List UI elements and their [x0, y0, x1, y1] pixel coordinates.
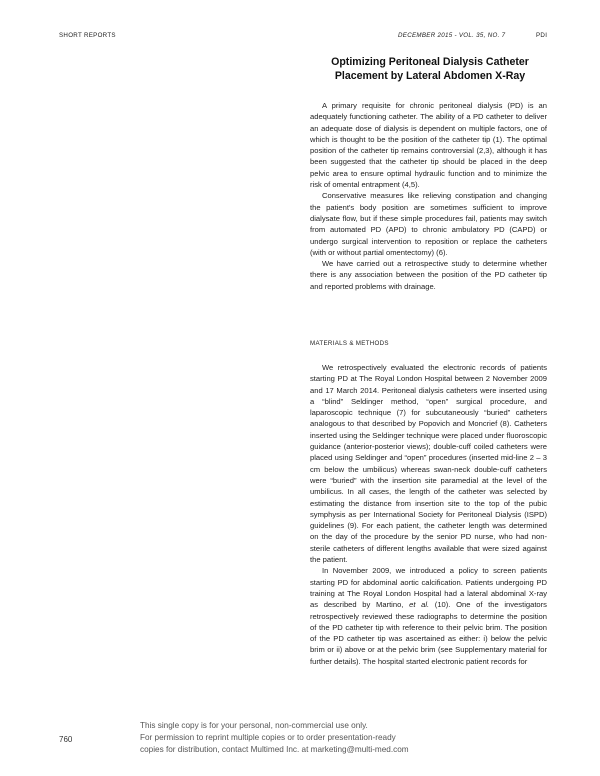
methods-body	[310, 362, 547, 667]
methods-text: (10). One of the investigators retrospectively reviewed these radiographs to determine the position of the PD catheter tip with reference to their pelvic brim. The position of the PD catheter tip was ascertained as either: i) below the pelvic brim or ii) above or at the pelvic brim (see Supplementary material for further details). The hospital started electronic patient records for	[310, 600, 547, 666]
running-header-journal: PDI	[536, 32, 548, 39]
intro-paragraph: Conservative measures like relieving constipation and changing the patient's body position are sometimes sufficient to improve dialysate flow, but if these simple procedures fail, patients may switch from automated PD (APD) to chronic ambulatory PD (CAPD) or undergo surgical intervention to reposition or replace the catheters (with or without partial omentectomy) (6).	[310, 191, 547, 257]
copyright-line: For permission to reprint multiple copies or to order presentation-ready	[140, 733, 396, 742]
et-al-citation: et al.	[409, 600, 430, 610]
running-header-issue: DECEMBER 2015 - VOL. 35, NO. 7	[398, 32, 506, 39]
methods-paragraph	[310, 565, 547, 667]
methods-text: In November 2009, we introduced a policy to screen patients starting PD for abdominal aortic calcification. Patients undergoing PD training at The Royal London Hospital had a lateral abdominal X-ray as described by Martino,	[310, 566, 547, 610]
intro-paragraph: We have carried out a retrospective study to determine whether there is any association between the position of the PD catheter tip and reported problems with drainage.	[310, 259, 547, 291]
copyright-line: copies for distribution, contact Multimed Inc. at marketing@multi-med.com	[140, 745, 409, 754]
methods-heading: MATERIALS & METHODS	[310, 340, 389, 347]
article-title: Optimizing Peritoneal Dialysis Catheter Placement by Lateral Abdomen X-Ray	[331, 56, 529, 82]
running-header-section: SHORT REPORTS	[59, 32, 116, 39]
copyright-notice	[140, 720, 500, 756]
copyright-line: This single copy is for your personal, non-commercial use only.	[140, 721, 368, 730]
introduction-body	[310, 100, 547, 292]
page-number: 760	[59, 735, 73, 744]
methods-paragraph: We retrospectively evaluated the electronic records of patients starting PD at The Royal London Hospital between 2 November 2009 and 17 March 2014. Peritoneal dialysis catheters were inserted using a “blind” Seldinger method, “open” surgical procedure, and laparoscopic technique (7) for subcutaneously “buried” catheters analogous to that described by Popovich and Moncrief (8). Catheters inserted using the Seldinger technique were placed under fluoroscopic guidance (anterior-posterior views); double-cuff coiled catheters were placed using Seldinger and “open” procedures (inserted mid-line 2 – 3 cm below the umbilicus) whereas swan-neck double-cuff catheters were “buried” with the insertion site paramedial at the level of the umbilicus. In all cases, the length of the catheter was selected by estimating the distance from insertion site to the top of the pubic symphysis as per International Society for Peritoneal Dialysis (ISPD) guidelines (9). For each patient, the catheter length was determined on the day of the procedure by the senior PD nurse, who had non-sterile catheters of different lengths available that were sized against the patient.	[310, 363, 547, 565]
intro-paragraph: A primary requisite for chronic peritoneal dialysis (PD) is an adequately functioning catheter. The ability of a PD catheter to deliver an adequate dose of dialysis is dependent on multiple factors, one of which is thought to be the position of the catheter tip (1). The optimal position of the catheter tip remains controversial (2,3), although it has been suggested that the catheter tip should be placed in the deep pelvic area to ensure optimal hydraulic function and to minimize the risk of omental entrapment (4,5).	[310, 101, 547, 190]
